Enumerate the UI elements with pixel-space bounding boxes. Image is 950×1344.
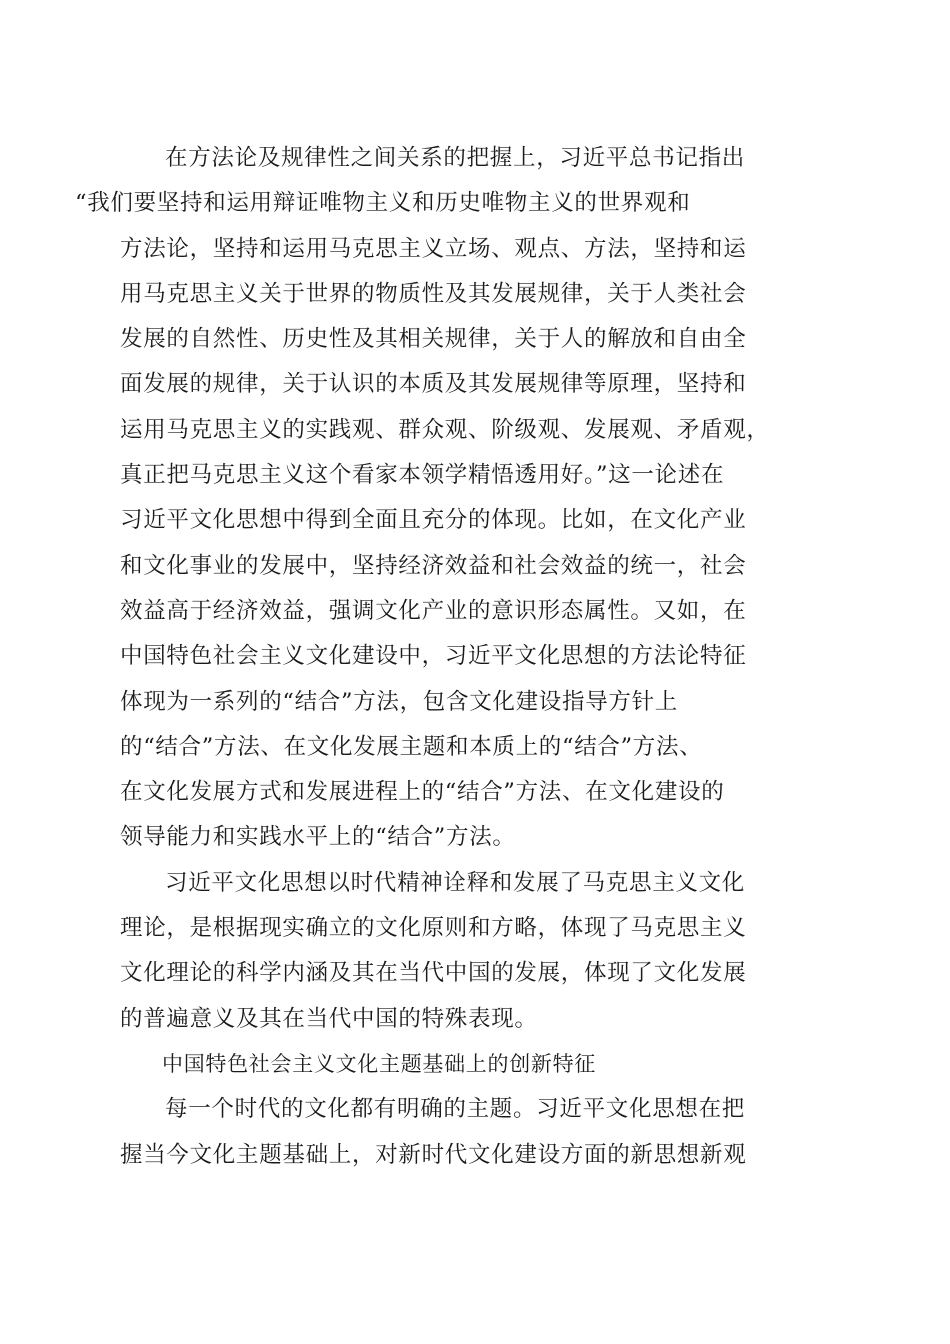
text-line: 发展的自然性、历史性及其相关规律，关于人的解放和自由全 — [120, 326, 747, 353]
text-line: 面发展的规律，关于认识的本质及其发展规律等原理，坚持和 — [120, 371, 747, 398]
text-line: 的“结合”方法、在文化发展主题和本质上的“结合”方法、 — [120, 733, 703, 760]
text-line: 中国特色社会主义文化建设中，习近平文化思想的方法论特征 — [120, 643, 747, 670]
text-line: 文化理论的科学内涵及其在当代中国的发展，体现了文化发展 — [120, 960, 747, 987]
paragraph-cultural-theme — [120, 1087, 830, 1178]
text-line: 习近平文化思想中得到全面且充分的体现。比如，在文化产业 — [120, 507, 747, 534]
text-line: “我们要坚持和运用辩证唯物主义和历史唯物主义的世界观和 — [75, 190, 691, 217]
section-heading: 中国特色社会主义文化主题基础上的创新特征 — [162, 1051, 596, 1076]
document-body — [75, 136, 830, 1178]
text-line: 运用马克思主义的实践观、群众观、阶级观、发展观、矛盾观， — [120, 416, 770, 443]
text-line: 和文化事业的发展中，坚持经济效益和社会效益的统一，社会 — [120, 552, 747, 579]
text-line: 每一个时代的文化都有明确的主题。习近平文化思想在把 — [165, 1096, 746, 1123]
text-line: 的普遍意义及其在当代中国的特殊表现。 — [120, 1005, 538, 1032]
text-line: 体现为一系列的“结合”方法，包含文化建设指导方针上 — [120, 688, 679, 715]
text-line: 理论，是根据现实确立的文化原则和方略，体现了马克思主义 — [120, 915, 747, 942]
text-line: 握当今文化主题基础上，对新时代文化建设方面的新思想新观 — [120, 1141, 747, 1168]
paragraph-cultural-theory — [120, 861, 830, 1042]
paragraph-methodology — [75, 136, 830, 861]
text-line: 领导能力和实践水平上的“结合”方法。 — [120, 824, 516, 851]
text-line: 在方法论及规律性之间关系的把握上，习近平总书记指出 — [165, 145, 746, 171]
text-line: 习近平文化思想以时代精神诠释和发展了马克思主义文化 — [165, 869, 746, 896]
text-line: 真正把马克思主义这个看家本领学精悟透用好。”这一论述在 — [120, 462, 725, 489]
text-line: 方法论，坚持和运用马克思主义立场、观点、方法，坚持和运 — [120, 235, 747, 262]
text-line: 效益高于经济效益，强调文化产业的意识形态属性。又如，在 — [120, 597, 747, 624]
text-line: 在文化发展方式和发展进程上的“结合”方法、在文化建设的 — [120, 779, 725, 806]
text-line: 用马克思主义关于世界的物质性及其发展规律，关于人类社会 — [120, 280, 747, 307]
